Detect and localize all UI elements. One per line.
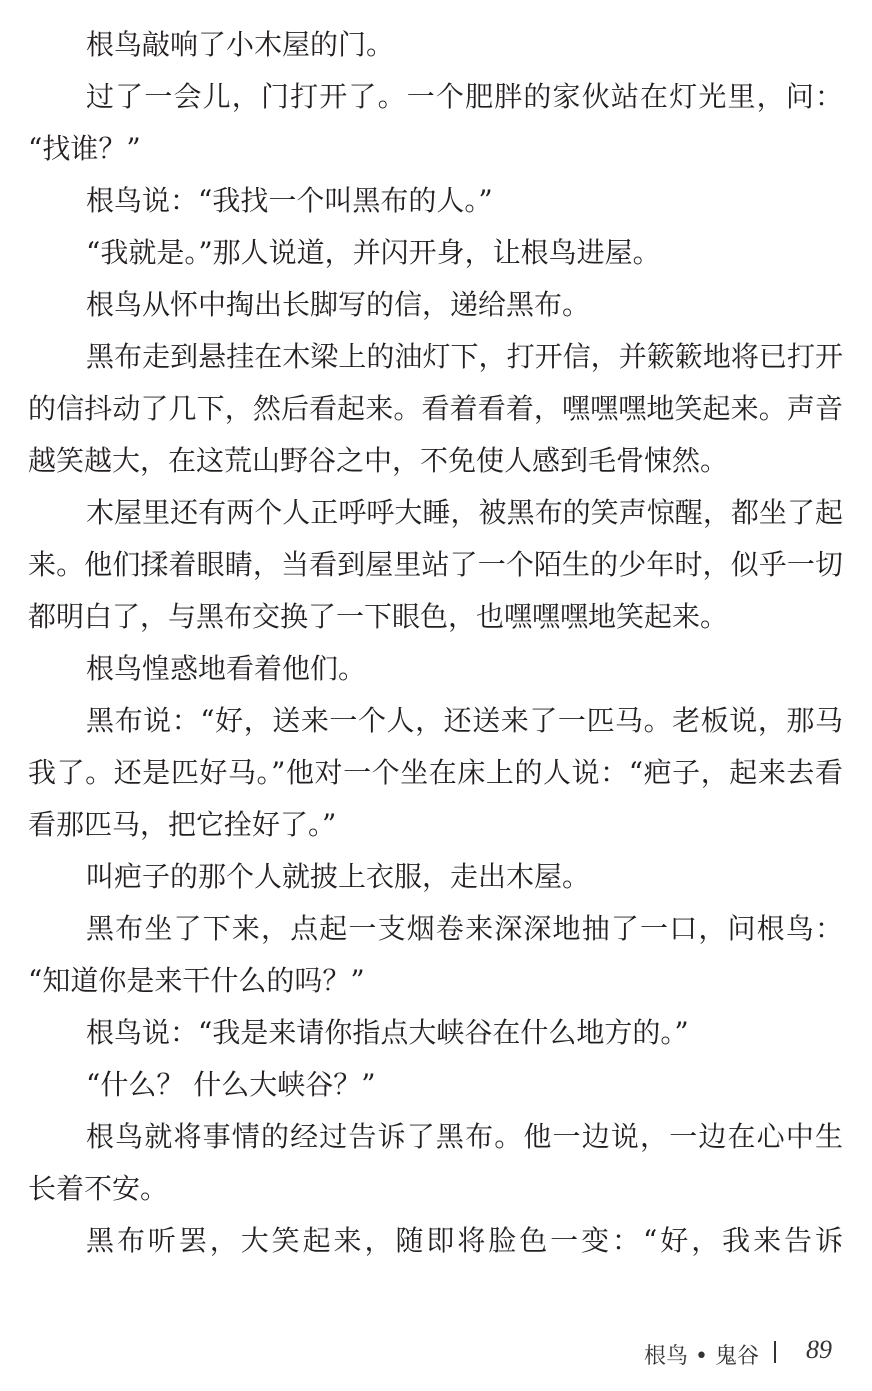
text-line: 根鸟惶惑地看着他们。 [86, 652, 367, 685]
text-line: 看那匹马，把它拴好了。” [28, 808, 337, 841]
running-title: 根鸟 • 鬼谷 [644, 1344, 759, 1369]
text-line: 根鸟从怀中掏出长脚写的信，递给黑布。 [86, 288, 591, 321]
text-line: “知道你是来干什么的吗？” [28, 964, 365, 997]
text-line: 叫疤子的那个人就披上衣服，走出木屋。 [86, 860, 591, 893]
text-line: 黑布听罢，大笑起来，随即将脸色一变：“好，我来告诉 [86, 1224, 843, 1257]
text-line: 都明白了，与黑布交换了一下眼色，也嘿嘿嘿地笑起来。 [28, 600, 729, 633]
text-line: 我了。还是匹好马。”他对一个坐在床上的人说：“疤子，起来去看 [28, 756, 843, 789]
body-text [28, 19, 843, 1267]
text-line: “找谁？” [28, 132, 141, 165]
text-line: 根鸟就将事情的经过告诉了黑布。他一边说，一边在心中生 [86, 1120, 843, 1153]
text-line: 根鸟敲响了小木屋的门。 [86, 28, 395, 61]
footer-divider [774, 1341, 776, 1363]
page-footer [640, 1333, 840, 1373]
text-line: 的信抖动了几下，然后看起来。看着看着，嘿嘿嘿地笑起来。声音 [28, 392, 843, 425]
text-line: “我就是。”那人说道，并闪开身，让根鸟进屋。 [86, 236, 661, 269]
text-line: 越笑越大，在这荒山野谷之中，不免使人感到毛骨悚然。 [28, 444, 729, 477]
text-line: 过了一会儿，门打开了。一个肥胖的家伙站在灯光里，问： [86, 80, 843, 113]
text-line: 黑布坐了下来，点起一支烟卷来深深地抽了一口，问根鸟： [86, 912, 843, 945]
page-number: 89 [806, 1335, 832, 1364]
text-line: 来。他们揉着眼睛，当看到屋里站了一个陌生的少年时，似乎一切 [28, 548, 843, 581]
text-line: 根鸟说：“我是来请你指点大峡谷在什么地方的。” [86, 1016, 689, 1049]
text-line: 木屋里还有两个人正呼呼大睡，被黑布的笑声惊醒，都坐了起 [86, 496, 843, 529]
text-line: 根鸟说：“我找一个叫黑布的人。” [86, 184, 493, 217]
text-line: 长着不安。 [28, 1172, 169, 1205]
text-line: “什么？ 什么大峡谷？” [86, 1068, 376, 1101]
text-line: 黑布说：“好，送来一个人，还送来了一匹马。老板说，那马 [86, 704, 843, 737]
text-line: 黑布走到悬挂在木梁上的油灯下，打开信，并簌簌地将已打开 [86, 340, 843, 373]
